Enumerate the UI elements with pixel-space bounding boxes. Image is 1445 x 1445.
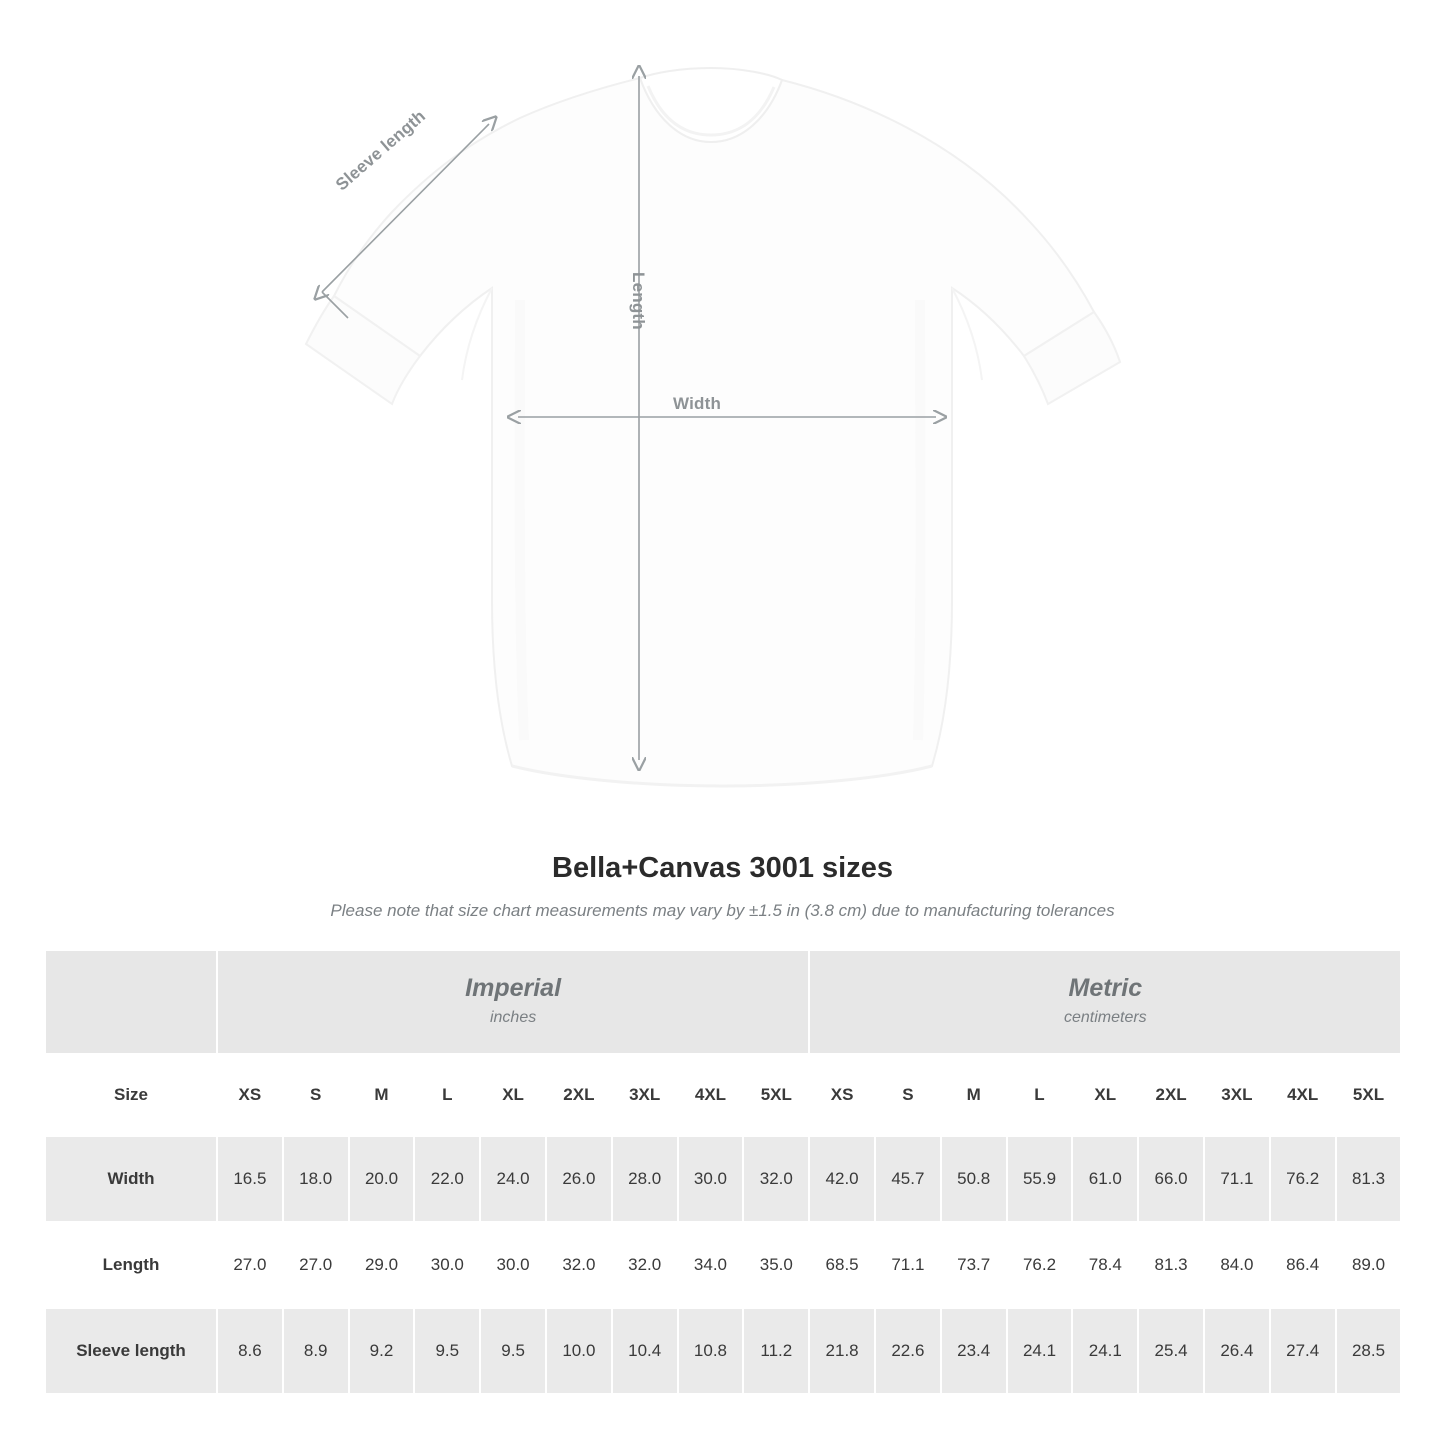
size-col-6: 3XL bbox=[612, 1054, 678, 1136]
cell-length-6: 32.0 bbox=[612, 1222, 678, 1308]
size-col-10: S bbox=[875, 1054, 941, 1136]
cell-sleeve-7: 10.8 bbox=[678, 1308, 744, 1394]
cell-length-1: 27.0 bbox=[283, 1222, 349, 1308]
size-col-13: XL bbox=[1072, 1054, 1138, 1136]
size-col-9: XS bbox=[809, 1054, 875, 1136]
cell-sleeve-2: 9.2 bbox=[349, 1308, 415, 1394]
cell-length-14: 81.3 bbox=[1138, 1222, 1204, 1308]
cell-width-11: 50.8 bbox=[941, 1136, 1007, 1222]
cell-sleeve-0: 8.6 bbox=[217, 1308, 283, 1394]
cell-sleeve-15: 26.4 bbox=[1204, 1308, 1270, 1394]
cell-sleeve-16: 27.4 bbox=[1270, 1308, 1336, 1394]
cell-width-5: 26.0 bbox=[546, 1136, 612, 1222]
size-col-4: XL bbox=[480, 1054, 546, 1136]
imperial-sub: inches bbox=[489, 1009, 537, 1027]
cell-sleeve-6: 10.4 bbox=[612, 1308, 678, 1394]
cell-length-3: 30.0 bbox=[414, 1222, 480, 1308]
cell-sleeve-1: 8.9 bbox=[283, 1308, 349, 1394]
cell-length-9: 68.5 bbox=[809, 1222, 875, 1308]
size-table bbox=[44, 949, 1402, 1395]
cell-length-11: 73.7 bbox=[941, 1222, 1007, 1308]
cell-width-6: 28.0 bbox=[612, 1136, 678, 1222]
cell-sleeve-17: 28.5 bbox=[1336, 1308, 1402, 1394]
cell-width-15: 71.1 bbox=[1204, 1136, 1270, 1222]
size-col-17: 5XL bbox=[1336, 1054, 1402, 1136]
size-col-5: 2XL bbox=[546, 1054, 612, 1136]
cell-width-9: 42.0 bbox=[809, 1136, 875, 1222]
size-col-2: M bbox=[349, 1054, 415, 1136]
size-col-8: 5XL bbox=[743, 1054, 809, 1136]
metric-name: Metric bbox=[1068, 973, 1143, 1002]
cell-length-7: 34.0 bbox=[678, 1222, 744, 1308]
table-row bbox=[45, 1136, 1401, 1222]
cell-length-13: 78.4 bbox=[1072, 1222, 1138, 1308]
table-row bbox=[45, 1222, 1401, 1308]
cell-width-13: 61.0 bbox=[1072, 1136, 1138, 1222]
unit-header-row bbox=[45, 950, 1401, 1054]
page-title: Bella+Canvas 3001 sizes bbox=[552, 852, 893, 884]
table-row bbox=[45, 1308, 1401, 1394]
cell-sleeve-8: 11.2 bbox=[743, 1308, 809, 1394]
unit-header-spacer bbox=[45, 950, 217, 1054]
cell-length-4: 30.0 bbox=[480, 1222, 546, 1308]
imperial-header bbox=[217, 950, 809, 1054]
size-col-1: S bbox=[283, 1054, 349, 1136]
row-label-width: Width bbox=[45, 1136, 217, 1222]
cell-sleeve-5: 10.0 bbox=[546, 1308, 612, 1394]
cell-width-17: 81.3 bbox=[1336, 1136, 1402, 1222]
cell-length-0: 27.0 bbox=[217, 1222, 283, 1308]
size-table-wrapper bbox=[44, 949, 1401, 1395]
size-col-7: 4XL bbox=[678, 1054, 744, 1136]
metric-header bbox=[809, 950, 1401, 1054]
cell-sleeve-12: 24.1 bbox=[1007, 1308, 1073, 1394]
size-col-3: L bbox=[414, 1054, 480, 1136]
cell-width-14: 66.0 bbox=[1138, 1136, 1204, 1222]
title-block bbox=[0, 852, 1445, 921]
cell-length-2: 29.0 bbox=[349, 1222, 415, 1308]
cell-sleeve-10: 22.6 bbox=[875, 1308, 941, 1394]
width-label: Width bbox=[673, 394, 722, 413]
size-col-16: 4XL bbox=[1270, 1054, 1336, 1136]
size-col-0: XS bbox=[217, 1054, 283, 1136]
cell-sleeve-13: 24.1 bbox=[1072, 1308, 1138, 1394]
cell-length-16: 86.4 bbox=[1270, 1222, 1336, 1308]
sleeve-length-label: Sleeve length bbox=[332, 106, 430, 195]
cell-width-7: 30.0 bbox=[678, 1136, 744, 1222]
length-label: Length bbox=[629, 272, 648, 330]
cell-length-12: 76.2 bbox=[1007, 1222, 1073, 1308]
cell-sleeve-11: 23.4 bbox=[941, 1308, 1007, 1394]
cell-length-8: 35.0 bbox=[743, 1222, 809, 1308]
cell-sleeve-4: 9.5 bbox=[480, 1308, 546, 1394]
cell-width-8: 32.0 bbox=[743, 1136, 809, 1222]
size-col-15: 3XL bbox=[1204, 1054, 1270, 1136]
cell-length-15: 84.0 bbox=[1204, 1222, 1270, 1308]
size-col-14: 2XL bbox=[1138, 1054, 1204, 1136]
cell-sleeve-14: 25.4 bbox=[1138, 1308, 1204, 1394]
tshirt-shape bbox=[306, 68, 1120, 786]
cell-length-17: 89.0 bbox=[1336, 1222, 1402, 1308]
tolerance-note: Please note that size chart measurements may vary by ±1.5 in (3.8 cm) due to manufacturing tolerances bbox=[330, 901, 1115, 920]
row-label-length: Length bbox=[45, 1222, 217, 1308]
cell-sleeve-3: 9.5 bbox=[414, 1308, 480, 1394]
cell-width-2: 20.0 bbox=[349, 1136, 415, 1222]
cell-length-10: 71.1 bbox=[875, 1222, 941, 1308]
cell-sleeve-9: 21.8 bbox=[809, 1308, 875, 1394]
imperial-name: Imperial bbox=[465, 973, 562, 1002]
cell-width-10: 45.7 bbox=[875, 1136, 941, 1222]
cell-width-16: 76.2 bbox=[1270, 1136, 1336, 1222]
row-label-sleeve-length: Sleeve length bbox=[45, 1308, 217, 1394]
cell-width-0: 16.5 bbox=[217, 1136, 283, 1222]
cell-length-5: 32.0 bbox=[546, 1222, 612, 1308]
cell-width-12: 55.9 bbox=[1007, 1136, 1073, 1222]
size-header-row bbox=[45, 1054, 1401, 1136]
size-row-label: Size bbox=[45, 1054, 217, 1136]
cell-width-1: 18.0 bbox=[283, 1136, 349, 1222]
size-col-11: M bbox=[941, 1054, 1007, 1136]
metric-sub: centimeters bbox=[1063, 1009, 1147, 1027]
cell-width-3: 22.0 bbox=[414, 1136, 480, 1222]
cell-width-4: 24.0 bbox=[480, 1136, 546, 1222]
size-col-12: L bbox=[1007, 1054, 1073, 1136]
